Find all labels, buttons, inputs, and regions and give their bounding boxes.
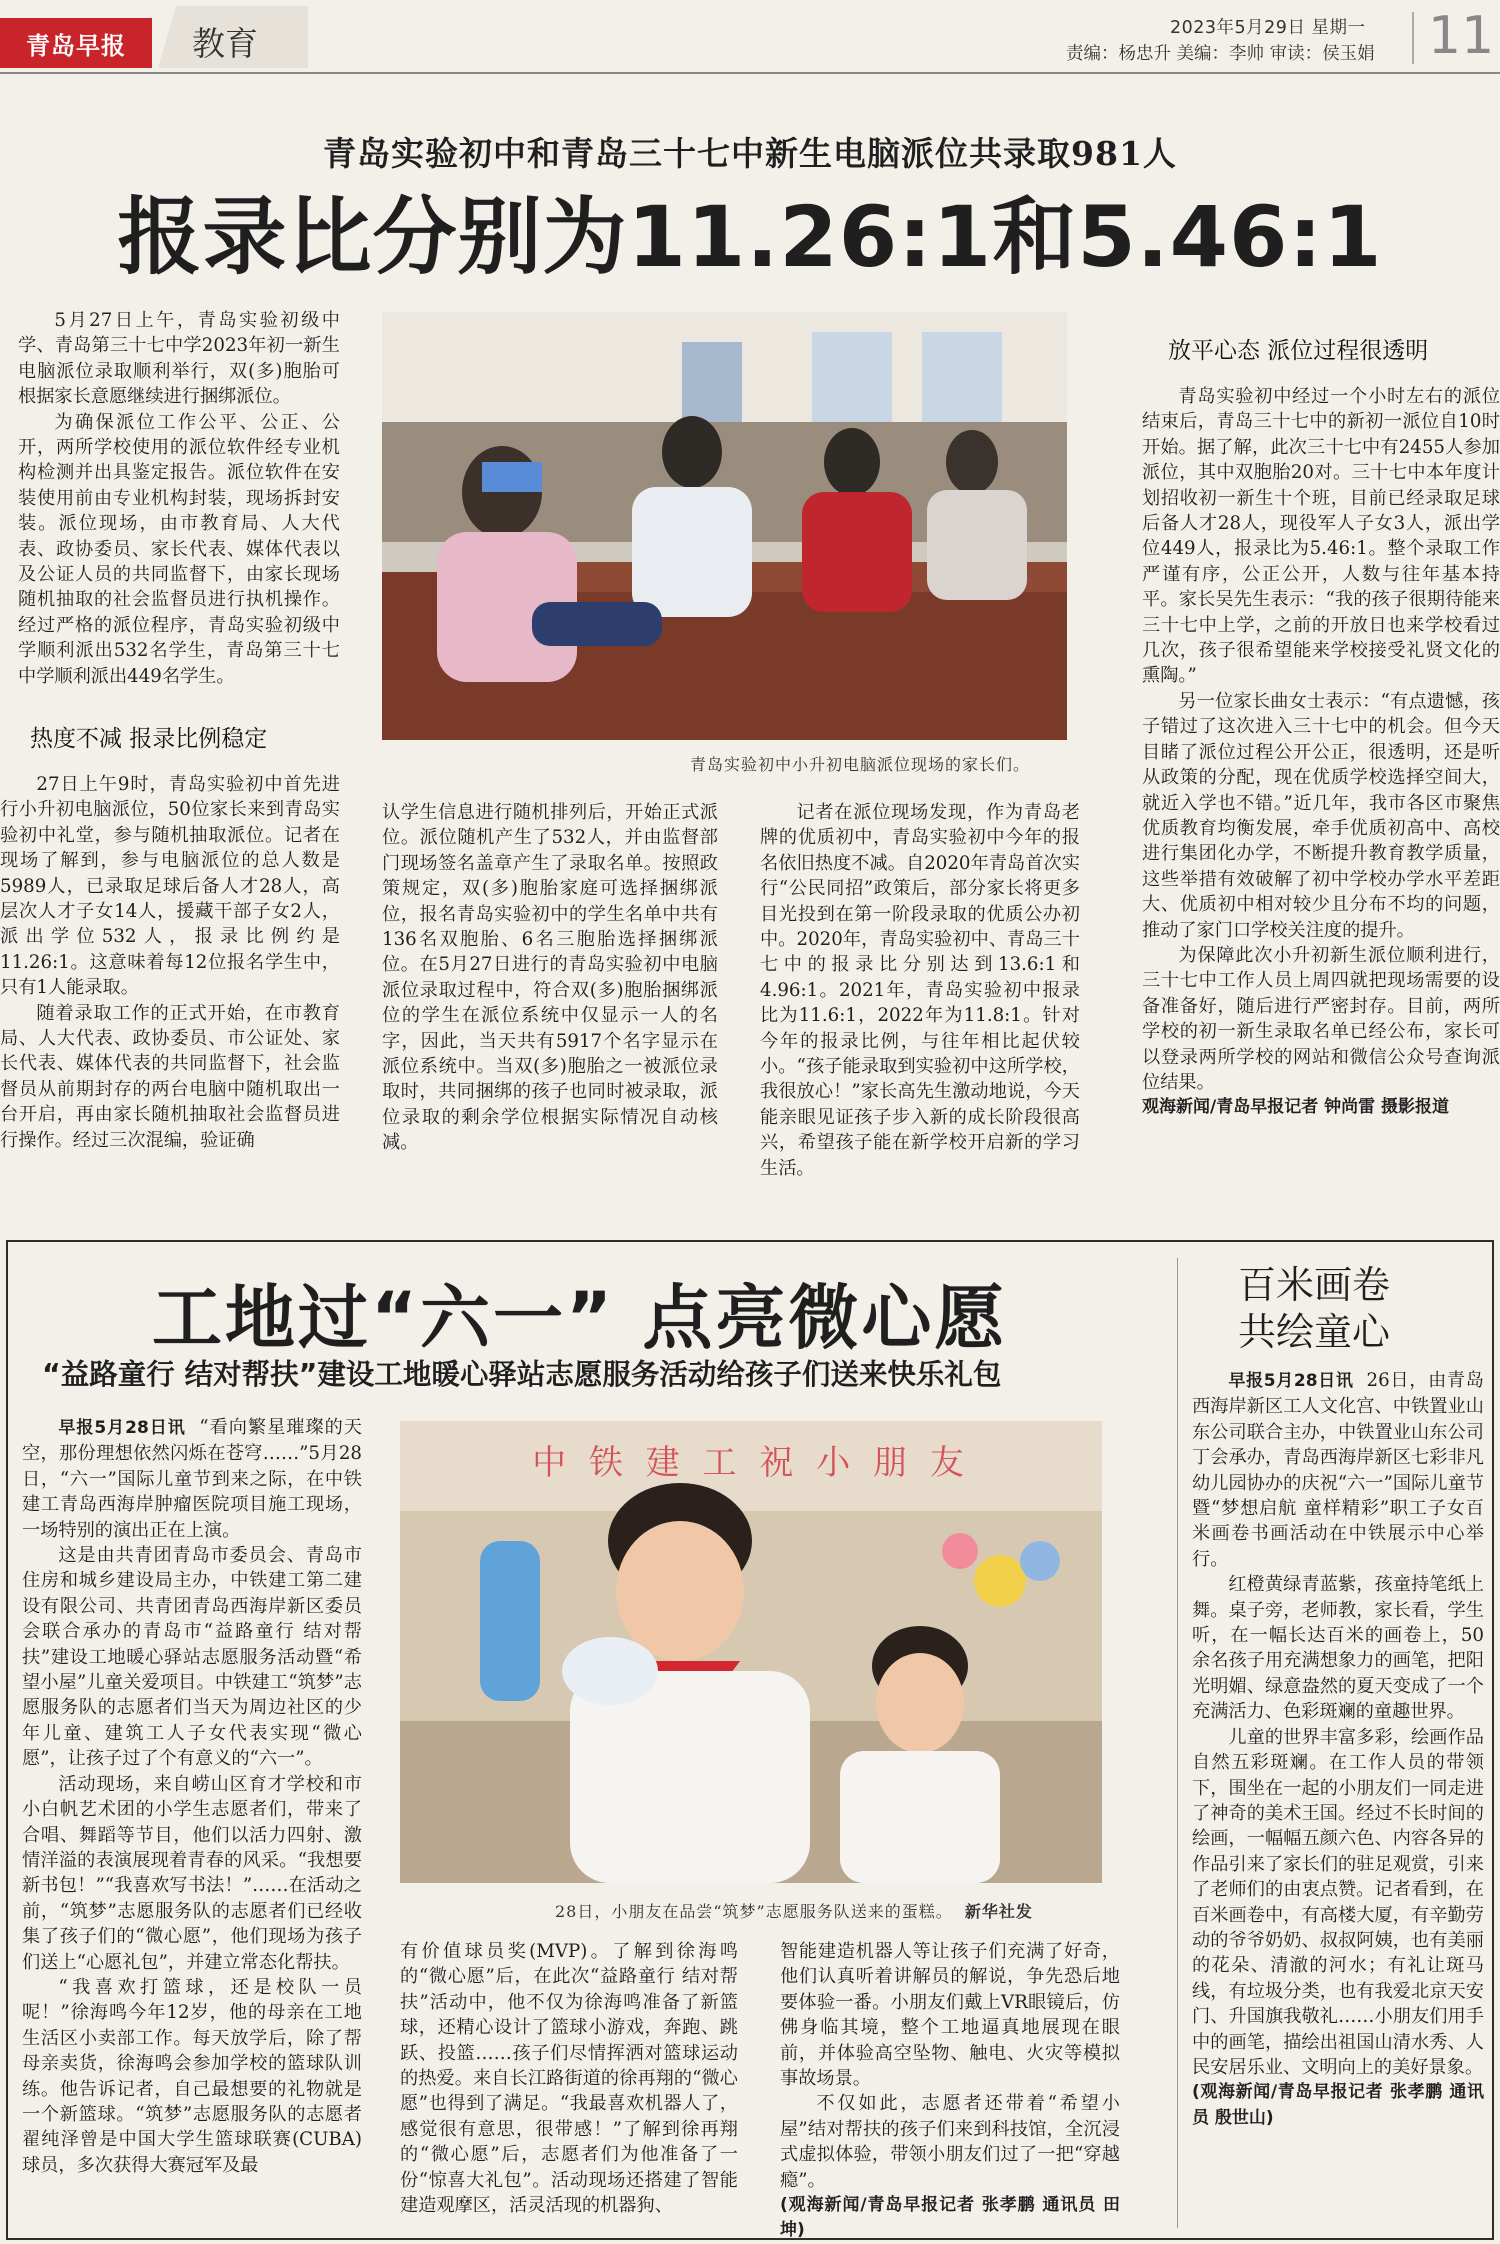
story2-column-1 xyxy=(22,1415,362,2178)
sidebar-byline: (观海新闻/青岛早报记者 张孝鹏 通讯员 殷世山) xyxy=(1192,2082,1484,2128)
story1-column-1b xyxy=(0,772,340,1153)
logo-text: 青岛早报 xyxy=(26,31,126,60)
paragraph: “我喜欢打篮球，还是校队一员呢！”徐海鸣今年12岁，他的母亲在工地生活区小卖部工作。每天放学后，除了帮母亲卖货，徐海鸣会参加学校的篮球队训练。他告诉记者，自己最想要的礼物就是一个新篮球。“筑梦”志愿服务队的志愿者翟纯泽曾是中国大学生篮球联赛(CUBA)球员，多次获得大赛冠军及最 xyxy=(22,1976,362,2176)
story2-byline: (观海新闻/青岛早报记者 张孝鹏 通讯员 田坤) xyxy=(780,2195,1120,2241)
paragraph: 活动现场，来自崂山区育才学校和市小白帆艺术团的小学生志愿者们，带来了合唱、舞蹈等节目，他们以活力四射、激情洋溢的表演展现着青春的风采。“我想要新书包！”“我喜欢写书法！”……在活动之前，“筑梦”志愿服务队的志愿者们已经收集了孩子们的“微心愿”，他们现场为孩子们送上“心愿礼包”，并建立常态化帮扶。 xyxy=(22,1773,362,1973)
story2-photo-caption xyxy=(555,1899,1033,1922)
paragraph: 另一位家长曲女士表示：“有点遗憾，孩子错过了这次进入三十七中的机会。但今天目睹了派位过程公开公正，很透明，还是听从政策的分配，现在优质学校选择空间大，就近入学也不错。”近几年，我市各区市聚焦优质教育均衡发展，牵手优质初高中、高校进行集团化办学，不断提升教育教学质量，这些举措有效破解了初中学校办学水平差距大、优质初中相对较少且分布不均的问题，推动了家门口学校关注度的提升。 xyxy=(1142,690,1500,941)
paragraph: 为确保派位工作公平、公正、公开，两所学校使用的派位软件经专业机构检测并出具鉴定报告。派位软件在安装使用前由专业机构封装，现场拆封安装。派位现场，由市教育局、人大代表、政协委员、家长代表、媒体代表以及公证人员的共同监督下，由家长现场随机抽取的社会监督员进行执机操作。经过严格的派位程序，青岛实验初级中学顺利派出532名学生，青岛第三十七中学顺利派出449名学生。 xyxy=(18,411,340,687)
paragraph: 青岛实验初中经过一个小时左右的派位结束后，青岛三十七中的新初一派位自10时开始。据了解，此次三十七中有2455人参加派位，其中双胞胎20对。三十七中本年度计划招收初一新生十个班，目前已经录取足球后备人才28人，现役军人子女3人，派出学位449人，报录比为5.46:1。整个录取工作严谨有序，公正公开，人数与往年基本持平。家长吴先生表示：“我的孩子很期待能来三十七中上学，之前的开放日也来学校看过几次，孩子很希望能来学校接受礼贤文化的熏陶。” xyxy=(1142,386,1500,687)
story1-subhead-a: 热度不减 报录比例稳定 xyxy=(30,726,268,752)
story1-kicker: 青岛实验初中和青岛三十七中新生电脑派位共录取981人 xyxy=(323,134,1177,173)
story1-headline: 报录比分别为11.26:1和5.46:1 xyxy=(117,188,1383,286)
paragraph: 为保障此次小升初新生派位顺利进行，三十七中工作人员上周四就把现场需要的设备准备好，随后进行严密封存。目前，两所学校的初一新生录取名单已经公布，家长可以登录两所学校的网站和微信公众号查询派位结果。 xyxy=(1142,944,1500,1093)
sidebar-divider xyxy=(1177,1258,1178,2228)
story2-dateline: 早报5月28日讯 xyxy=(58,1418,186,1438)
story1-column-4 xyxy=(1142,384,1500,1121)
story2-column-3 xyxy=(780,1939,1120,2244)
sidebar-title-line: 百米画卷 xyxy=(1238,1263,1391,1307)
page-number: 11 xyxy=(1428,6,1495,66)
paragraph: 5月27日上午，青岛实验初级中学、青岛第三十七中学2023年初一新生电脑派位录取顺利举行，双(多)胞胎可根据家长意愿继续进行捆绑派位。 xyxy=(18,310,340,408)
story1-byline: 观海新闻/青岛早报记者 钟尚雷 摄影报道 xyxy=(1142,1097,1450,1118)
section-label: 教育 xyxy=(192,24,258,63)
photo-credit: 新华社发 xyxy=(964,1902,1033,1921)
caption-text: 28日，小朋友在品尝“筑梦”志愿服务队送来的蛋糕。 xyxy=(555,1902,953,1921)
story1-subhead-b: 放平心态 派位过程很透明 xyxy=(1168,338,1429,364)
paragraph xyxy=(1192,1368,1484,1572)
story1-photo-caption: 青岛实验初中小升初电脑派位现场的家长们。 xyxy=(690,755,1031,774)
children-cake-photo-image xyxy=(400,1421,1102,1883)
story2-column-2 xyxy=(400,1939,738,2218)
story1-column-2 xyxy=(382,800,718,1156)
sidebar-title xyxy=(1238,1262,1390,1356)
paragraph: 红橙黄绿青蓝紫，孩童持笔纸上舞。桌子旁，老师教，家长看，学生听，在一幅长达百米的画卷上，50余名孩子用充满想象力的画笔，把阳光明媚、绿意盎然的夏天变成了一个充满活力、色彩斑斓的童趣世界。 xyxy=(1192,1574,1484,1723)
paragraph: 有价值球员奖(MVP)。了解到徐海鸣的“微心愿”后，在此次“益路童行 结对帮扶”活动中，他不仅为徐海鸣准备了新篮球，还精心设计了篮球小游戏，奔跑、跳跃、投篮……孩子们尽情挥洒对篮球运动的热爱。来自长江路街道的徐再翔的“微心愿”也得到了满足。“我最喜欢机器人了，感觉很有意思，很带感！”了解到徐再翔的“微心愿”后，志愿者们为他准备了一份“惊喜大礼包”。活动现场还搭建了智能建造观摩区，活灵活现的机器狗、 xyxy=(400,1941,738,2217)
story2-subhead: “益路童行 结对帮扶”建设工地暖心驿站志愿服务活动给孩子们送来快乐礼包 xyxy=(42,1358,1002,1391)
sidebar-title-line: 共绘童心 xyxy=(1238,1310,1391,1354)
editor-credits: 责编：杨忠升 美编：李帅 审读：侯玉娟 xyxy=(1066,44,1375,64)
paragraph-text: “看向繁星璀璨的天空，那份理想依然闪烁在苍穹……”5月28日，“六一”国际儿童节到来之际，在中铁建工青岛西海岸肿瘤医院项目施工现场，一场特别的演出正在上演。 xyxy=(22,1417,362,1541)
story1-photo xyxy=(382,312,1067,740)
paragraph xyxy=(22,1415,362,1543)
paragraph: 智能建造机器人等让孩子们充满了好奇，他们认真听着讲解员的解说，争先恐后地要体验一番。小朋友们戴上VR眼镜后，仿佛身临其境，整个工地逼真地展现在眼前，并体验高空坠物、触电、火灾等模拟事故场景。 xyxy=(780,1941,1120,2090)
paragraph-text: 26日，由青岛西海岸新区工人文化宫、中铁置业山东公司联合主办，中铁置业山东公司丁会承办，青岛西海岸新区七彩非凡幼儿园协办的庆祝“六一”国际儿童节暨“梦想启航 童样精彩”职工子女百米画卷书画活动在中铁展示中心举行。 xyxy=(1192,1370,1484,1570)
paragraph: 认学生信息进行随机排列后，开始正式派位。派位随机产生了532人，并由监督部门现场签名盖章产生了录取名单。按照政策规定，双(多)胞胎家庭可选择捆绑派位，报名青岛实验初中的学生名单中共有136名双胞胎、6名三胞胎选择捆绑派位。在5月27日进行的青岛实验初中电脑派位录取过程中，符合双(多)胞胎捆绑派位的学生在派位系统中仅显示一人的名字，因此，当天共有5917个名字显示在派位系统中。当双(多)胞胎之一被派位录取时，共同捆绑的孩子也同时被录取，派位录取的剩余学位根据实际情况自动核减。 xyxy=(382,802,718,1154)
paragraph: 27日上午9时，青岛实验初中首先进行小升初电脑派位，50位家长来到青岛实验初中礼堂，参与随机抽取派位。记者在现场了解到，参与电脑派位的总人数是5989人，已录取足球后备人才28人，高层次人才子女14人，援藏干部子女2人，派出学位532人，报录比例约是11.26:1。这意味着每12位报名学生中，只有1人能录取。 xyxy=(0,774,340,999)
paragraph: 记者在派位现场发现，作为青岛老牌的优质初中，青岛实验初中今年的报名依旧热度不减。自2020年青岛首次实行“公民同招”政策后，部分家长将更多目光投到在第一阶段录取的优质公办初中。2020年，青岛实验初中、青岛三十七中的报录比分别达到13.6:1和4.96:1。2021年，青岛实验初中报录比为11.6:1，2022年为11.8:1。针对今年的报录比例，与往年相比起伏较小。“孩子能录取到实验初中这所学校，我很放心！”家长高先生激动地说，今天能亲眼见证孩子步入新的成长阶段很高兴，希望孩子能在新学校开启新的学习生活。 xyxy=(760,802,1080,1179)
page-number-divider xyxy=(1412,12,1414,64)
masthead-rule xyxy=(0,72,1500,74)
story1-column-1 xyxy=(18,308,340,689)
paragraph: 不仅如此，志愿者还带着“希望小屋”结对帮扶的孩子们来到科技馆，全沉浸式虚拟体验，带领小朋友们过了一把“穿越瘾”。 xyxy=(780,2093,1120,2191)
newspaper-logo xyxy=(0,18,152,68)
paragraph: 这是由共青团青岛市委员会、青岛市住房和城乡建设局主办，中铁建工第二建设有限公司、共青团青岛西海岸新区委员会联合承办的青岛市“益路童行 结对帮扶”建设工地暖心驿站志愿服务活动暨“希望小屋”儿童关爱项目。中铁建工“筑梦”志愿服务队的志愿者们当天为周边社区的少年儿童、建筑工人子女代表实现“微心愿”，让孩子过了个有意义的“六一”。 xyxy=(22,1545,362,1770)
story2-headline: 工地过“六一” 点亮微心愿 xyxy=(152,1277,1008,1359)
paragraph: 随着录取工作的正式开始，在市教育局、人大代表、政协委员、市公证处、家长代表、媒体代表的共同监督下，社会监督员从前期封存的两台电脑中随机取出一台开启，再由家长随机抽取社会监督员进行操作。经过三次混编，验证确 xyxy=(0,1002,340,1151)
story2-photo xyxy=(400,1421,1102,1883)
paragraph: 儿童的世界丰富多彩，绘画作品自然五彩斑斓。在工作人员的带领下，围坐在一起的小朋友们一同走进了神奇的美术王国。经过不长时间的绘画，一幅幅五颜六色、内容各异的作品引来了家长们的驻足观赏，引来了老师们的由衷点赞。记者看到，在百米画卷中，有高楼大厦，有辛勤劳动的爷爷奶奶、叔叔阿姨，也有美丽的花朵、清澈的河水；有礼让斑马线，有垃圾分类，也有我爱北京天安门、升国旗我敬礼……小朋友们用手中的画笔，描绘出祖国山清水秀、人民安居乐业、文明向上的美好景象。 xyxy=(1192,1726,1484,2078)
photo-banner-text: 中 铁 建 工 祝 小 朋 友 xyxy=(532,1443,970,1483)
sidebar-column xyxy=(1192,1368,1484,2131)
classroom-photo-image xyxy=(382,312,1067,740)
story1-column-3 xyxy=(760,800,1080,1181)
issue-date: 2023年5月29日 星期一 xyxy=(1170,18,1366,38)
sidebar-dateline: 早报5月28日讯 xyxy=(1228,1371,1354,1391)
